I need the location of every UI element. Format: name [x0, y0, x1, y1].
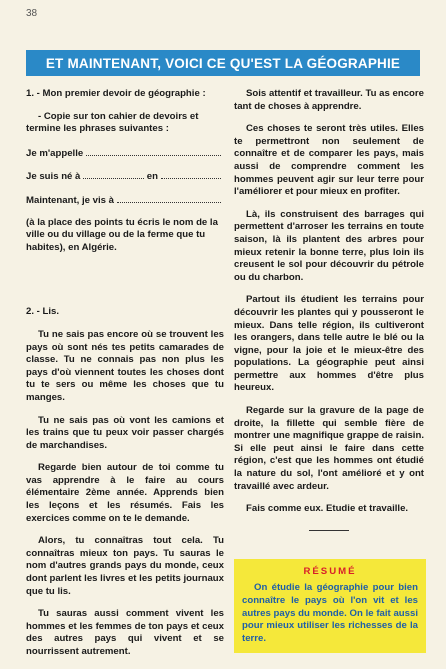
- dotted-line: [161, 169, 221, 179]
- fill-label-residence: Maintenant, je vis à: [26, 194, 114, 206]
- fill-label-year: en: [146, 171, 158, 183]
- paragraph: Partout ils étudient les terrains pour découvrir les plantes qui y pousseront le mieux. Dans telle région, ils cultiveront les orangers, dans telle autre le blé ou la vigne, pour la joie et le mieux-être des populations. La géographie peut ainsi permettre aux hommes d'être plus heureux.: [234, 294, 424, 394]
- paragraph: Regarde sur la gravure de la page de droite, la fillette qui semble fière de montrer une magnifique grappe de raisin. Si elle peut ainsi le faire dans cette région, c'est que les hommes ont étudié la nature du sol, l'ont amélioré et y ont travaillé avec ardeur.: [234, 405, 424, 492]
- page-number: 38: [26, 8, 38, 19]
- divider: [309, 530, 349, 531]
- page-title: ET MAINTENANT, VOICI CE QU'EST LA GÉOGRAPHIE: [26, 50, 420, 76]
- dotted-line: [117, 193, 221, 203]
- paragraph: Tu sauras aussi comment vivent les hommes et les femmes de ton pays et ceux des autres pays qui vivent et se nourrissent autrement.: [26, 608, 224, 657]
- paragraph: Sois attentif et travailleur. Tu as encore tant de choses à apprendre.: [234, 88, 424, 112]
- left-column: [26, 88, 224, 669]
- paragraph: Tu ne sais pas où vont les camions et les trains que tu peux voir passer chargés de marchandises.: [26, 414, 224, 451]
- fill-line-name: [26, 146, 224, 161]
- dotted-line: [83, 169, 143, 179]
- paragraph: Alors, tu connaîtras tout cela. Tu connaîtras mieux ton pays. Tu sauras le nom d'autres grands pays du monde, ceux dont parlent les livres et les petits journaux que tu lis.: [26, 535, 224, 597]
- fill-label-name: Je m'appelle: [26, 147, 84, 159]
- fill-note: (à la place des points tu écris le nom de la ville ou du village ou de la ferme que tu habites), en Algérie.: [26, 216, 218, 253]
- paragraph: Ces choses te seront très utiles. Elles te permettront non seulement de connaître et de comparer les pays, mais aussi de comprendre comment les hommes peuvent agir sur leur terre pour l'améliorer et pour mieux en profiter.: [234, 123, 424, 198]
- paragraph: Regarde bien autour de toi comme tu vas apprendre à le faire au cours élémentaire 2ème année. Apprends bien les leçons et les résumés. Fais les exercices comme on te le demande.: [26, 462, 224, 524]
- right-column: [234, 88, 424, 653]
- summary-title: RÉSUMÉ: [303, 565, 357, 577]
- paragraph: Fais comme eux. Etudie et travaille.: [246, 503, 409, 515]
- fill-label-birthplace: Je suis né à: [26, 171, 81, 183]
- summary-box: [234, 559, 426, 654]
- paragraph: Là, ils construisent des barrages qui permettent d'arroser les terrains en toute saison, là ils plantent des arbres pour mieux retenir la bonne terre, plus loin ils creusent le sol pour découvrir du pétrole ou du charbon.: [234, 208, 424, 283]
- paragraph: Tu ne sais pas encore où se trouvent les pays où sont nés tes petits camarades de classe. Tu ne connais pas non plus les pays d'où viennent toutes les choses dont tu te sers ou même les choses que tu manges.: [26, 328, 224, 403]
- section-2-heading: 2. - Lis.: [26, 306, 60, 318]
- fill-line-residence: [26, 193, 224, 208]
- fill-line-birth: [26, 169, 224, 184]
- summary-text: On étudie la géographie pour bien connaître le pays où l'on vit et les autres pays du monde. On le fait aussi pour mieux utiliser les richesses de la terre.: [242, 582, 418, 644]
- dotted-line: [86, 146, 221, 156]
- section-1-heading: 1. - Mon premier devoir de géographie :: [26, 88, 206, 99]
- instruction-text: - Copie sur ton cahier de devoirs et termine les phrases suivantes :: [26, 110, 199, 135]
